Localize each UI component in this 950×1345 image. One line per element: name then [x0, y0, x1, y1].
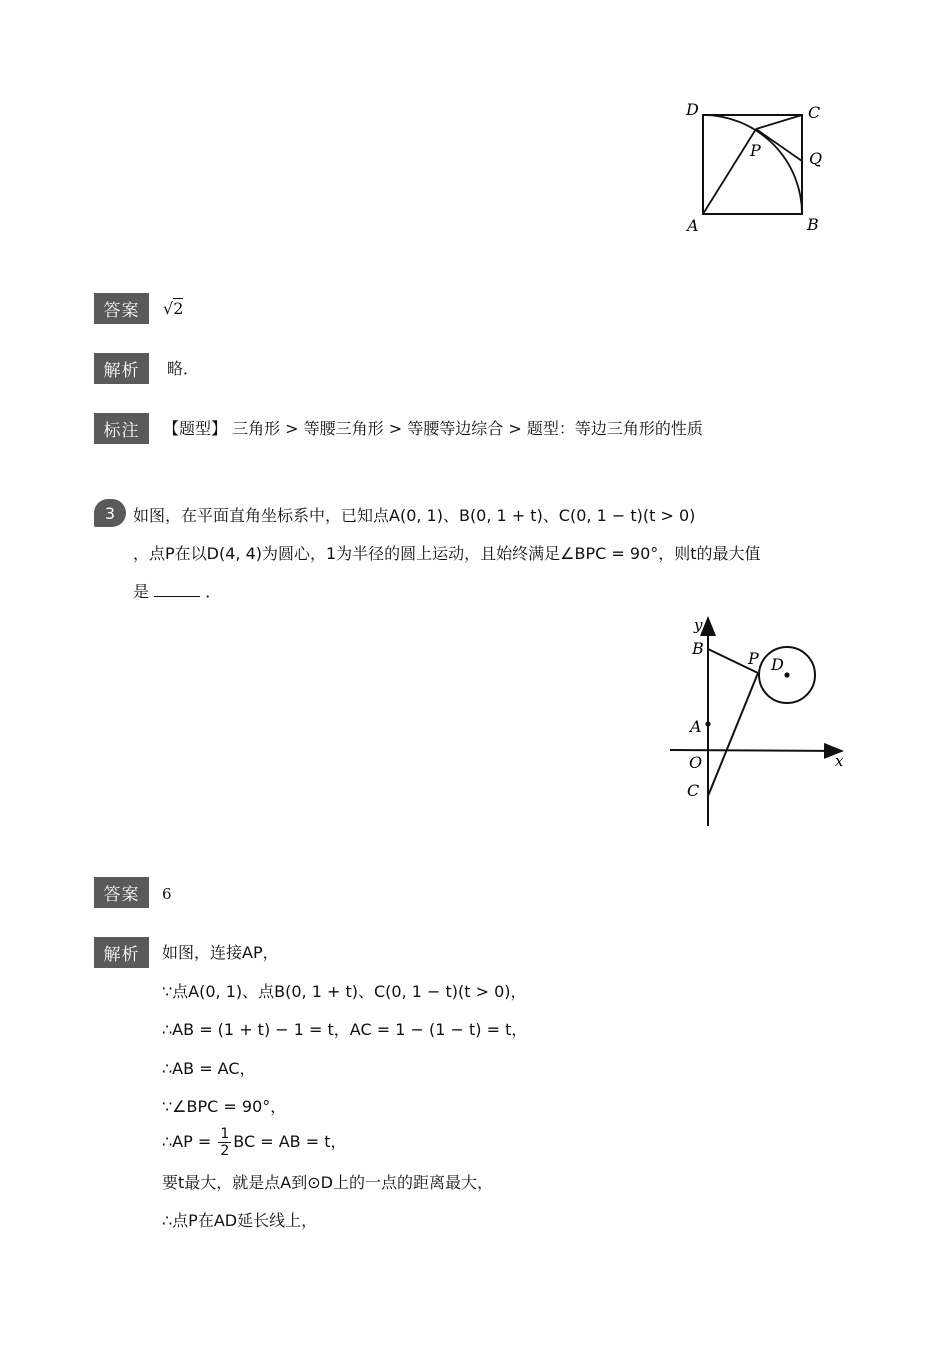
label-p: P [750, 141, 761, 160]
note-text: 【题型】 三角形 > 等腰三角形 > 等腰等边综合 > 题型：等边三角形的性质 [163, 419, 703, 438]
label-d2: D [771, 655, 784, 674]
segment-pc2 [708, 673, 758, 796]
coordinate-figure [660, 612, 860, 832]
square-abcd [703, 115, 802, 214]
question-line-2: ，点P在以D(4, 4)为圆心，1为半径的圆上运动，且始终满足∠BPC = 90°，则t的最大值 [133, 544, 761, 563]
x-axis [670, 750, 842, 751]
label-p2: P [748, 649, 759, 668]
label-a2: A [690, 717, 702, 736]
label-b2: B [692, 639, 704, 658]
label-o: O [689, 753, 703, 772]
question-line-3-prefix: 是 [133, 582, 150, 601]
answer-blank [154, 582, 200, 597]
label-c2: C [687, 781, 700, 800]
analysis-line-4: ∴AB = AC， [162, 1059, 256, 1078]
analysis-line-3: ∴AB = (1 + t) − 1 = t，AC = 1 − (1 − t) = t， [162, 1020, 528, 1039]
analysis-text: 略． [167, 359, 200, 378]
analysis-line-5: ∵∠BPC = 90°， [162, 1097, 287, 1116]
fraction-denominator: 2 [220, 1143, 230, 1159]
label-d: D [686, 100, 699, 119]
analysis-line-1: 如图，连接AP， [162, 943, 279, 962]
frac-prefix: ∴AP = [162, 1132, 217, 1151]
square-arc-figure [680, 95, 840, 240]
q3-answer-value: 6 [162, 885, 172, 903]
segment-ap [703, 129, 756, 214]
radicand: 2 [173, 299, 184, 318]
fraction-numerator: 1 [220, 1126, 230, 1142]
radical-sign: √ [163, 299, 174, 318]
label-x: x [835, 752, 844, 770]
q3-answer-tag: 答案 [94, 877, 149, 908]
answer-value [163, 298, 183, 320]
frac-suffix: BC = AB = t， [233, 1132, 347, 1151]
label-c: C [808, 103, 821, 122]
point-a [705, 721, 710, 726]
analysis-line-7: 要t最大，就是点A到⊙D上的一点的距离最大， [162, 1173, 493, 1192]
fraction-one-half [218, 1126, 231, 1159]
analysis-line-8: ∴点P在AD延长线上， [162, 1211, 318, 1230]
analysis-line-2: ∵点A(0, 1)、点B(0, 1 + t)、C(0, 1 − t)(t > 0)， [162, 982, 527, 1001]
answer-tag: 答案 [94, 293, 149, 324]
note-tag: 标注 [94, 413, 149, 444]
q3-analysis-tag: 解析 [94, 937, 149, 968]
question-line-3 [133, 581, 221, 603]
analysis-tag: 解析 [94, 353, 149, 384]
analysis-line-6 [162, 1126, 347, 1159]
label-y: y [694, 616, 703, 634]
label-a: A [687, 216, 699, 235]
label-q: Q [809, 149, 823, 168]
question-line-3-suffix: ． [205, 582, 222, 601]
point-d [784, 672, 789, 677]
question-number: 3 [94, 499, 126, 527]
arc-db [703, 115, 802, 214]
label-b: B [807, 215, 819, 234]
question-line-1: 如图，在平面直角坐标系中，已知点A(0, 1)、B(0, 1 + t)、C(0, 1 − t)(t > 0) [133, 506, 696, 525]
segment-pq [756, 129, 802, 161]
segment-pc [756, 115, 802, 129]
